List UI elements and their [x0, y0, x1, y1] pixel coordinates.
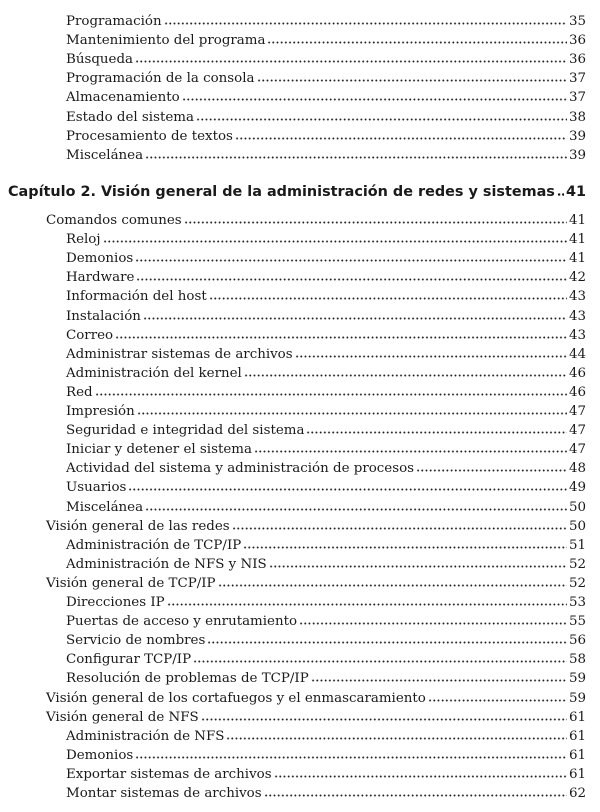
toc-entry-label: Reloj: [66, 232, 101, 248]
toc-entry-label: Miscelánea: [66, 499, 144, 515]
toc-entry-page: 58: [568, 652, 586, 668]
toc-entry-page: 41: [568, 213, 586, 228]
toc-entry-label: Visión general de los cortafuegos y el enmascaramiento: [46, 690, 426, 706]
dot-leader: [416, 462, 567, 472]
toc-entry-page: 46: [568, 365, 586, 381]
dot-leader: [428, 692, 567, 702]
dot-leader: [299, 615, 567, 625]
toc-entry-page: 52: [568, 556, 586, 572]
toc-entry-page: 42: [568, 270, 586, 286]
toc-entry-label: Red: [66, 384, 93, 400]
toc-entry: [66, 309, 586, 328]
toc-entry-page: 36: [568, 52, 586, 68]
toc-entry-label: Configurar TCP/IP: [66, 652, 192, 668]
toc-entry-page: 59: [568, 690, 586, 706]
toc-entry: [66, 595, 586, 614]
toc-entry-page: 61: [568, 747, 586, 763]
dot-leader: [218, 577, 567, 587]
toc-entry: [66, 148, 586, 167]
toc-entry-label: Servicio de nombres: [66, 633, 206, 649]
toc-entry: [66, 289, 586, 308]
dot-leader: [115, 329, 567, 339]
dot-leader: [207, 634, 567, 644]
toc-entry-label: Direcciones IP: [66, 595, 165, 610]
toc-entry-label: Mantenimiento del programa: [66, 33, 266, 49]
toc-entry-page: 50: [568, 499, 586, 515]
toc-entry: [66, 671, 586, 690]
toc-entry-label: Usuarios: [66, 480, 127, 496]
toc-entry-page: 37: [568, 71, 586, 87]
toc-entry: [66, 14, 586, 33]
toc-entry: [66, 52, 586, 71]
toc-entry-label: Demonios: [66, 251, 134, 267]
dot-leader: [167, 596, 567, 606]
toc-entry-label: Administración de NFS y NIS: [66, 556, 267, 572]
toc-entry: [66, 71, 586, 90]
toc-entry-label: Administración del kernel: [66, 365, 242, 381]
toc-entry-label: Correo: [66, 327, 114, 343]
toc-entry-label: Visión general de TCP/IP: [46, 575, 216, 591]
toc-entry: [66, 129, 586, 148]
dot-leader: [184, 214, 567, 224]
dot-leader: [201, 711, 567, 721]
toc-entry: [66, 500, 586, 519]
toc-entry: [46, 519, 586, 538]
toc-entry-label: Seguridad e integridad del sistema: [66, 423, 305, 439]
toc-entry-label: Búsqueda: [66, 52, 134, 68]
chapter-title: Capítulo 2. Visión general de la administración de redes y sistemas: [8, 184, 555, 200]
toc-entry-page: 41: [568, 232, 586, 248]
toc-entry-page: 36: [568, 33, 586, 49]
dot-leader: [235, 130, 567, 140]
toc-entry-page: 35: [568, 14, 586, 29]
toc-entry-page: 49: [568, 480, 586, 496]
toc-entry: [66, 33, 586, 52]
dot-leader: [182, 91, 567, 101]
toc-entry-label: Resolución de problemas de TCP/IP: [66, 671, 309, 687]
dot-leader: [226, 730, 567, 740]
toc-entry: [66, 232, 586, 251]
dot-leader: [135, 252, 567, 262]
toc-entry-page: 61: [568, 766, 586, 782]
toc-entry-label: Almacenamiento: [66, 90, 180, 106]
toc-entry: [66, 652, 586, 671]
toc-entry-page: 43: [568, 289, 586, 305]
dot-leader: [557, 186, 564, 196]
toc-entry: [66, 404, 586, 423]
dot-leader: [267, 34, 566, 44]
toc-entry: [66, 786, 586, 805]
dot-leader: [264, 787, 567, 797]
toc-entry: [66, 729, 586, 748]
toc-entry: [66, 347, 586, 366]
toc-entry: [66, 633, 586, 652]
toc-entry-page: 55: [568, 614, 586, 630]
toc-entry-page: 47: [568, 423, 586, 439]
toc-entry: [66, 614, 586, 633]
dot-leader: [135, 749, 567, 759]
toc-entry-page: 53: [568, 595, 586, 610]
toc-entry: [46, 691, 586, 710]
toc-entry-page: 51: [568, 537, 586, 553]
toc-entry: [66, 557, 586, 576]
toc-entry: [66, 385, 586, 404]
toc-entry-page: 50: [568, 518, 586, 534]
dot-leader: [243, 539, 567, 549]
dot-leader: [244, 367, 567, 377]
toc-entry-page: 39: [568, 128, 586, 144]
toc-entry: [46, 576, 586, 595]
toc-entry-label: Estado del sistema: [66, 109, 194, 125]
dot-leader: [257, 72, 567, 82]
toc-entry-label: Impresión: [66, 404, 135, 419]
toc-entry-label: Exportar sistemas de archivos: [66, 766, 272, 782]
toc-entry-label: Montar sistemas de archivos: [66, 786, 262, 801]
chapter-heading: [8, 183, 586, 201]
dot-leader: [209, 290, 567, 300]
toc-entry: [46, 710, 586, 729]
toc-entry-label: Instalación: [66, 308, 141, 324]
dot-leader: [164, 15, 567, 25]
dot-leader: [136, 271, 567, 281]
toc-entry-label: Información del host: [66, 289, 207, 305]
toc-entry-page: 46: [568, 384, 586, 400]
toc-entry: [66, 90, 586, 109]
dot-leader: [137, 405, 567, 415]
toc-entry-page: 56: [568, 633, 586, 649]
toc-entry-label: Comandos comunes: [46, 213, 182, 228]
dot-leader: [311, 672, 567, 682]
toc-entry-label: Visión general de NFS: [46, 709, 199, 725]
dot-leader: [193, 653, 567, 663]
toc-entry-label: Actividad del sistema y administración de procesos: [66, 461, 415, 477]
toc-entry-page: 52: [568, 575, 586, 591]
toc-entry-label: Administración de NFS: [66, 728, 225, 744]
toc-entry: [66, 538, 586, 557]
dot-leader: [145, 149, 567, 159]
toc-entry-label: Administrar sistemas de archivos: [66, 346, 293, 362]
dot-leader: [196, 111, 567, 121]
toc-entry-page: 48: [568, 461, 586, 477]
toc-entry: [66, 442, 586, 461]
toc-entry-page: 61: [568, 728, 586, 744]
toc-entry: [66, 423, 586, 442]
dot-leader: [145, 501, 567, 511]
toc-entry-page: 47: [568, 404, 586, 419]
dot-leader: [269, 558, 567, 568]
chapter-page: 41: [565, 184, 586, 200]
dot-leader: [143, 310, 567, 320]
toc-entry-label: Iniciar y detener el sistema: [66, 442, 252, 458]
toc-entry: [46, 213, 586, 232]
dot-leader: [135, 53, 567, 63]
dot-leader: [232, 520, 567, 530]
toc-entry: [66, 767, 586, 786]
dot-leader: [128, 481, 567, 491]
toc-entry-label: Visión general de las redes: [46, 518, 230, 534]
toc-entry: [66, 461, 586, 480]
toc-entry: [66, 270, 586, 289]
toc-entry-page: 43: [568, 327, 586, 343]
toc-entry-label: Demonios: [66, 747, 134, 763]
toc-entry-label: Hardware: [66, 270, 135, 286]
toc-entry: [66, 251, 586, 270]
toc-entry: [66, 366, 586, 385]
toc-entry-page: 62: [568, 786, 586, 801]
toc-entry: [66, 328, 586, 347]
dot-leader: [103, 233, 567, 243]
toc-entry-page: 37: [568, 90, 586, 106]
toc-entry-page: 38: [568, 109, 586, 125]
toc-entry-page: 39: [568, 147, 586, 163]
toc-entry-page: 59: [568, 671, 586, 687]
dot-leader: [306, 424, 567, 434]
toc-entry-page: 47: [568, 442, 586, 458]
toc-entry-label: Programación de la consola: [66, 71, 255, 87]
toc-entry-label: Programación: [66, 14, 162, 29]
toc-entry: [66, 110, 586, 129]
toc-entry-page: 44: [568, 346, 586, 362]
toc-entry-label: Miscelánea: [66, 147, 144, 163]
toc-entry-page: 41: [568, 251, 586, 267]
toc-entry-page: 61: [568, 709, 586, 725]
dot-leader: [274, 768, 567, 778]
toc-entry-label: Procesamiento de textos: [66, 128, 233, 144]
toc-entry: [66, 480, 586, 499]
dot-leader: [254, 443, 567, 453]
dot-leader: [95, 386, 567, 396]
toc-entry: [66, 748, 586, 767]
toc-entry-page: 43: [568, 308, 586, 324]
dot-leader: [295, 348, 567, 358]
toc-entry-label: Administración de TCP/IP: [66, 537, 242, 553]
toc-entry-label: Puertas de acceso y enrutamiento: [66, 614, 298, 630]
